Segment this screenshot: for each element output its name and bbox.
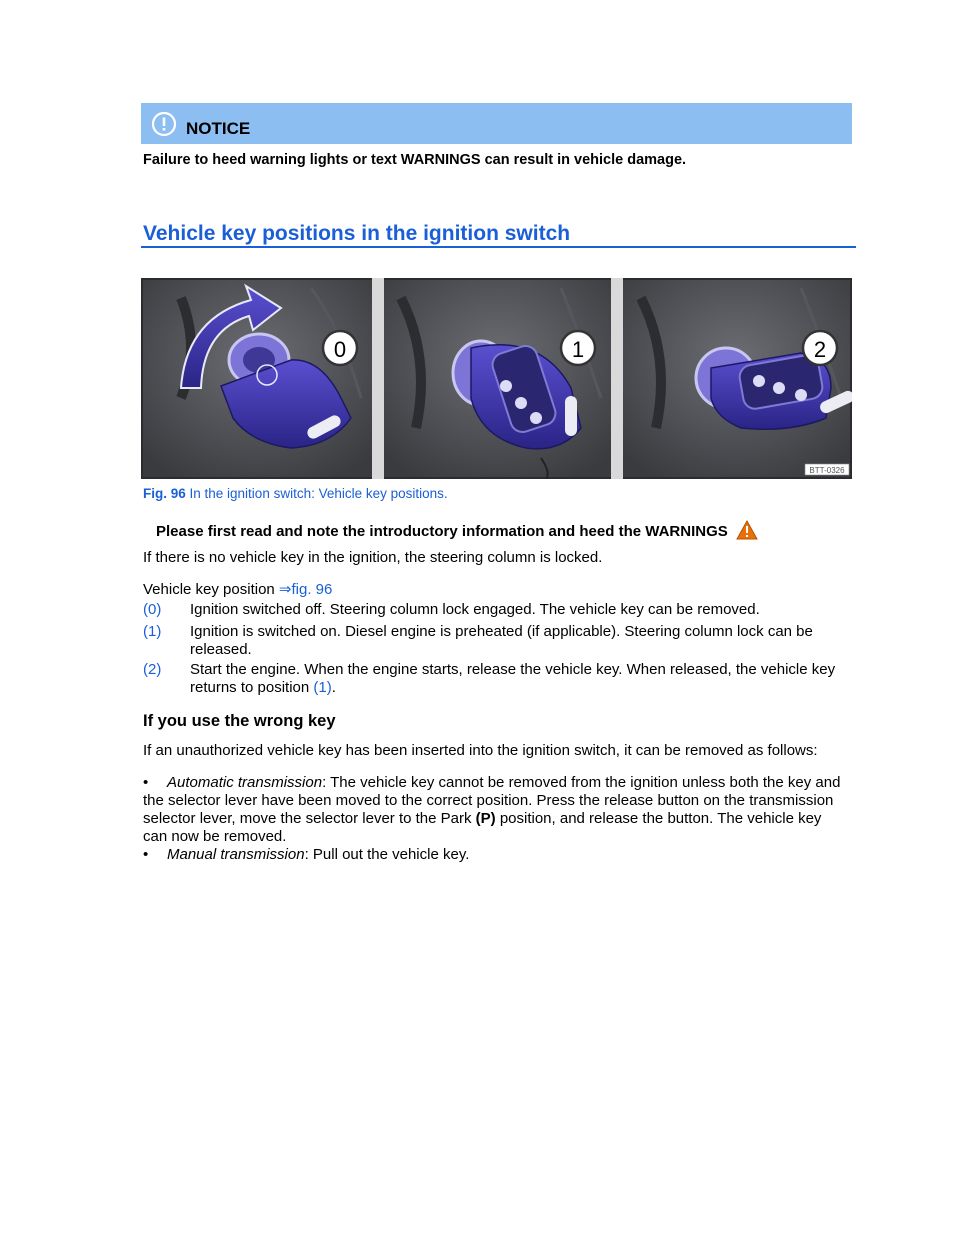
steering-lock-text: If there is no vehicle key in the ignition, the steering column is locked.	[143, 549, 603, 566]
position-description: Start the engine. When the engine starts, release the vehicle key. When released, the vehicle key returns to position (1).	[190, 661, 836, 696]
bullet-dot-icon: •	[143, 846, 149, 863]
position-number: (0)	[143, 601, 162, 618]
bullet-term: Automatic transmission	[167, 774, 323, 791]
figure-caption-text: In the ignition switch: Vehicle key positions.	[185, 486, 448, 501]
figure-panel-2	[623, 280, 852, 477]
position-description: Ignition is switched on. Diesel engine is preheated (if applicable). Steering column lock can be released.	[190, 623, 813, 658]
notice-text: Failure to heed warning lights or text WARNINGS can result in vehicle damage.	[143, 152, 687, 168]
position-description: Ignition switched off. Steering column lock engaged. The vehicle key can be removed.	[190, 601, 760, 618]
notice-banner	[141, 103, 852, 144]
position-number: (2)	[143, 661, 162, 678]
park-position: (P)	[475, 810, 496, 827]
notice-title: NOTICE	[186, 119, 251, 138]
figure-caption-ref: Fig. 96	[143, 486, 186, 501]
position-label-0: 0	[333, 337, 347, 362]
read-first-line	[156, 520, 758, 540]
wrong-key-intro: If an unauthorized vehicle key has been inserted into the ignition switch, it can be removed as follows:	[143, 742, 818, 759]
bullet-dot-icon: •	[143, 774, 149, 791]
figure-panel-0	[143, 280, 372, 477]
figure-caption	[143, 486, 448, 501]
position-label-2: 2	[813, 337, 827, 362]
bullet-automatic: • Automatic transmission: The vehicle key cannot be removed from the ignition unless both the key and the selector lever have been moved to the correct position. Press the release button on the transmission selector lever, move the selector lever to the Park (P) position, and release the button. The vehicle key can now be removed.	[143, 774, 841, 845]
exclamation-circle-icon	[151, 111, 177, 137]
section-title: Vehicle key positions in the ignition switch	[143, 222, 571, 245]
warning-triangle-icon	[736, 520, 758, 540]
bullet-manual: • Manual transmission: Pull out the vehicle key.	[143, 846, 470, 863]
section-divider	[141, 246, 856, 248]
figure-code: BTT-0326	[809, 466, 845, 475]
wrong-key-heading: If you use the wrong key	[143, 712, 336, 730]
figure-panel-1	[384, 280, 611, 479]
position-number: (1)	[143, 623, 162, 640]
fig-96-link[interactable]: ⇒fig. 96	[278, 581, 333, 598]
read-first-text: Please first read and note the introductory information and heed the WARNINGS	[156, 523, 728, 540]
key-position-line	[143, 581, 853, 599]
position-label-1: 1	[571, 337, 585, 362]
key-position-label: Vehicle key position	[143, 581, 279, 598]
ignition-key-figure	[141, 278, 852, 479]
position-1-link[interactable]: (1)	[313, 679, 332, 696]
bullet-term: Manual transmission	[167, 846, 305, 863]
